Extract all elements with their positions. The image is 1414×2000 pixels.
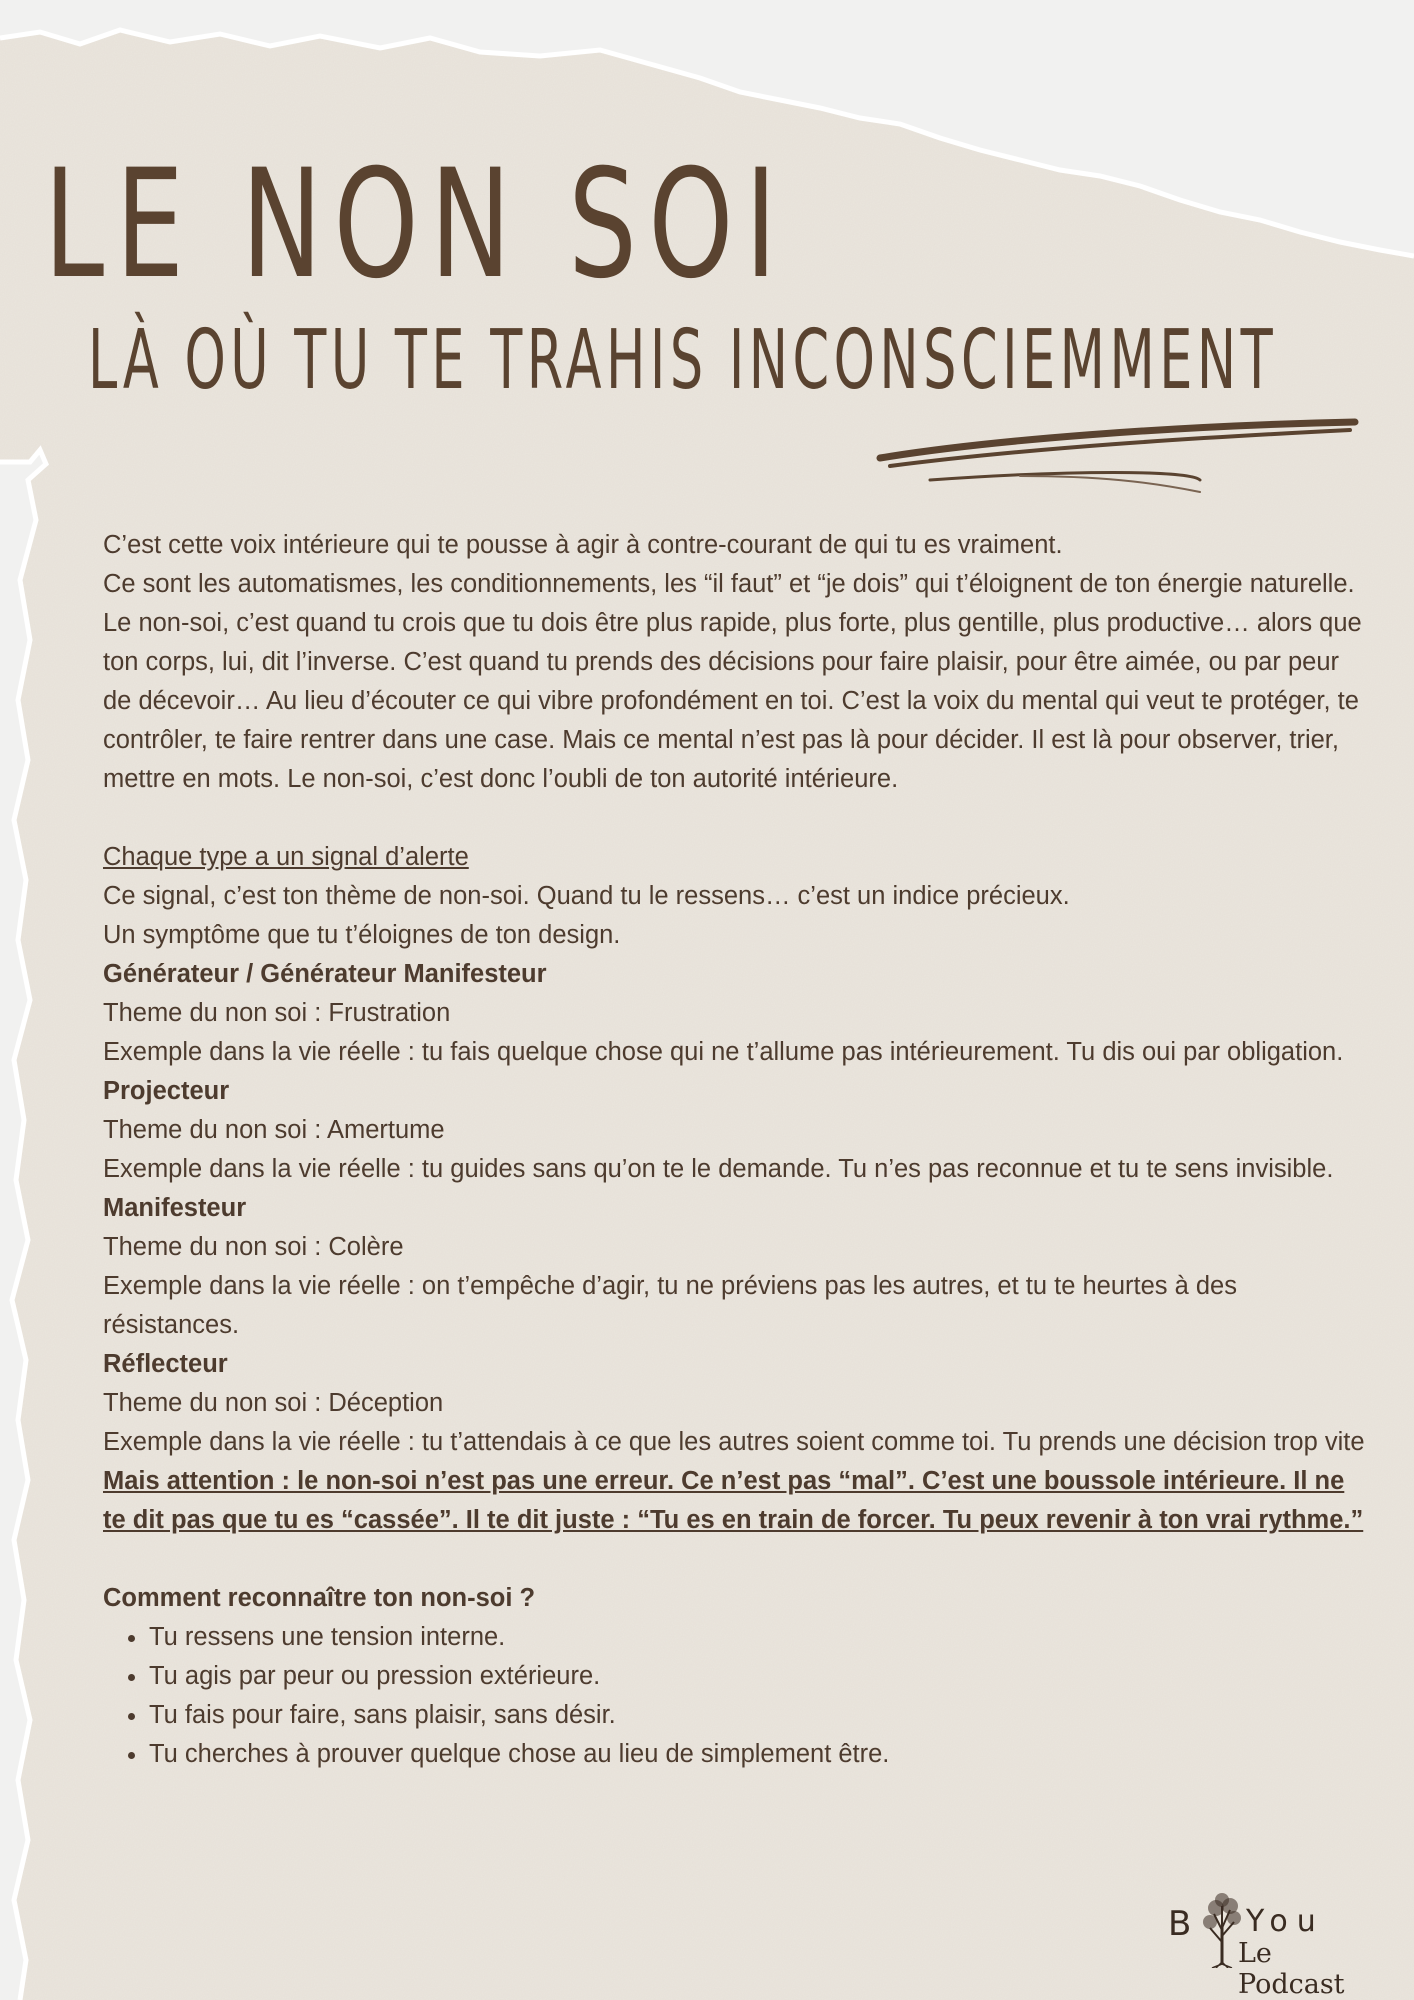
decorative-underline-stroke [870, 410, 1370, 500]
type-name: Manifesteur [103, 1194, 247, 1222]
logo-you: You [1246, 1904, 1325, 1939]
list-item: • Tu cherches à prouver quelque chose au lieu de simplement être. [149, 1735, 1373, 1774]
main-content [103, 526, 1373, 1774]
intro-paragraph: Ce sont les automatismes, les conditionnements, les “il faut” et “je dois” qui t’éloignent de ton énergie naturelle. Le non-soi, c’est quand tu crois que tu dois être plus rapide, plus forte, plus gentille, plus productive… alors que ton corps, lui, dit l’inverse. C’est quand tu prends des décisions pour faire plaisir, pour être aimée, ou par peur de décevoir… Au lieu d’écouter ce qui vibre profondément en toi. C’est la voix du mental qui veut te protéger, te contrôler, te faire rentrer dans une case. Mais ce mental n’est pas là pour décider. Il est là pour observer, trier, mettre en mots. Le non-soi, c’est donc l’oubli de ton autorité intérieure. [103, 570, 1362, 793]
type-name: Projecteur [103, 1077, 230, 1105]
logo-podcast: Le Podcast [1238, 1938, 1345, 2000]
page-subtitle: LÀ OÙ TU TE TRAHIS INCONSCIEMMENT [88, 313, 1278, 408]
recognize-heading: Comment reconnaître ton non-soi ? [103, 1584, 536, 1612]
spacer [103, 1540, 1373, 1579]
signal-line: Ce signal, c’est ton thème de non-soi. Quand tu le ressens… c’est un indice précieux. [103, 882, 1070, 910]
type-example: Exemple dans la vie réelle : tu t’attendais à ce que les autres soient comme toi. Tu prends une décision trop vite [103, 1428, 1365, 1456]
intro-first-line: C’est cette voix intérieure qui te pousse à agir à contre-courant de qui tu es vraiment. [103, 531, 1063, 559]
podcast-logo [1160, 1892, 1380, 2000]
attention-note: Mais attention : le non-soi n’est pas une erreur. Ce n’est pas “mal”. C’est une boussole intérieure. Il ne te dit pas que tu es “cassée”. Il te dit juste : “Tu es en train de forcer. Tu peux revenir à ton vrai rythme.” [103, 1467, 1364, 1534]
signal-heading: Chaque type a un signal d’alerte [103, 843, 469, 871]
type-name: Réflecteur [103, 1350, 228, 1378]
type-theme: Theme du non soi : Frustration [103, 999, 451, 1027]
logo-letter-b: B [1168, 1904, 1192, 1944]
type-name: Générateur / Générateur Manifesteur [103, 960, 547, 988]
type-example: Exemple dans la vie réelle : on t’empêche d’agir, tu ne préviens pas les autres, et tu te heurtes à des résistances. [103, 1272, 1237, 1339]
spacer [103, 799, 1373, 838]
page-title: LE NON SOI [44, 138, 789, 312]
type-theme: Theme du non soi : Amertume [103, 1116, 445, 1144]
type-theme: Theme du non soi : Déception [103, 1389, 444, 1417]
list-item: • Tu fais pour faire, sans plaisir, sans désir. [149, 1696, 1373, 1735]
recognize-list [103, 1618, 1373, 1774]
list-item: • Tu ressens une tension interne. [149, 1618, 1373, 1657]
signal-line: Un symptôme que tu t’éloignes de ton design. [103, 921, 621, 949]
type-theme: Theme du non soi : Colère [103, 1233, 404, 1261]
list-item: • Tu agis par peur ou pression extérieure. [149, 1657, 1373, 1696]
type-example: Exemple dans la vie réelle : tu fais quelque chose qui ne t’allume pas intérieurement. Tu dis oui par obligation. [103, 1038, 1344, 1066]
type-example: Exemple dans la vie réelle : tu guides sans qu’on te le demande. Tu n’es pas reconnue et tu te sens invisible. [103, 1155, 1334, 1183]
